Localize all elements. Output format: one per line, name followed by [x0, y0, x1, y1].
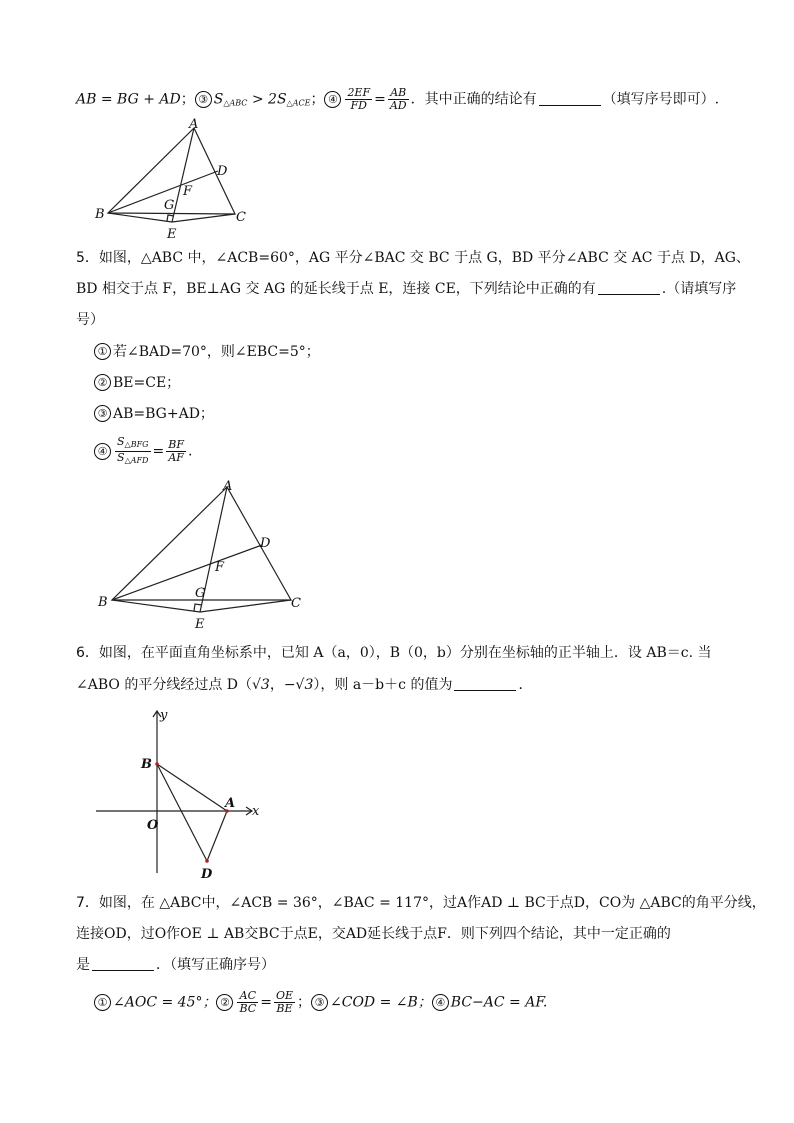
- fraction-ab-ad: $\frac{AB}{AD}$: [389, 86, 407, 112]
- label-g-2: G: [195, 586, 206, 601]
- point-b: [155, 762, 159, 766]
- q7-line-1: 7．如图，在 △ABC中，∠ACB = 36°，∠BAC = 117°，过A作AD ⊥ BC于点D，CO为 △ABC的角平分线，: [76, 895, 766, 911]
- label-f-1: F: [183, 184, 193, 199]
- line-ae-1: [172, 128, 194, 222]
- label-a-2: A: [223, 479, 233, 494]
- circle-3: ③: [195, 91, 212, 108]
- label-f-2: F: [215, 560, 225, 575]
- label-y: y: [160, 708, 168, 723]
- q7-line-3: 是 ．（填写正确序号）: [76, 957, 275, 973]
- neg-sqrt-3: −√3: [283, 677, 314, 693]
- label-b-2: B: [98, 595, 108, 610]
- label-e-1: E: [167, 227, 177, 242]
- label-b-3: B: [141, 757, 152, 772]
- label-d-3: D: [201, 867, 213, 882]
- q5-option-1: ① 若∠BAD=70°，则∠EBC=5°；: [94, 342, 320, 362]
- circle-4: ④: [324, 91, 341, 108]
- fraction-oe-be: $\frac{OE}{BE}$: [275, 989, 293, 1015]
- label-c-2: C: [291, 596, 301, 611]
- line-ce-1: [172, 214, 235, 222]
- q7-line-2: 连接OD，过O作OE ⊥ AB交BC于点E，交AD延长线于点F．则下列四个结论，其中一定正确的: [76, 926, 671, 942]
- segment-ba: [157, 764, 227, 811]
- segment-bd: [157, 764, 207, 861]
- label-a-3: A: [225, 796, 236, 811]
- answer-blank[interactable]: [539, 91, 601, 106]
- fraction-area-ratio: $\frac{S_{\triangle BFG}}{S_{\triangle AFD}}$: [117, 435, 149, 465]
- q5-option-3: ③ AB=BG+AD；: [94, 404, 214, 424]
- bisector-bd-2: [112, 545, 262, 600]
- label-o: O: [147, 818, 159, 833]
- label-b-1: B: [95, 207, 105, 222]
- bisector-bd-1: [108, 171, 218, 213]
- answer-blank[interactable]: [92, 956, 154, 971]
- label-g-1: G: [164, 198, 175, 213]
- q7-options: ① ∠AOC = 45°； ② $\frac{AC}{BC}$ = $\frac{OE}{BE}$ ； ③ ∠COD = ∠B； ④ BC−AC = AF.: [94, 990, 547, 1015]
- q5-option-4: ④ $\frac{S_{\triangle BFG}}{S_{\triangle AFD}}$ = $\frac{BF}{AF}$ .: [94, 436, 192, 467]
- q5-option-2: ② BE=CE；: [94, 373, 180, 393]
- q6-line-1: 6．如图，在平面直角坐标系中，已知 A（a，0），B（0，b）分别在坐标轴的正半轴上．设 AB＝c. 当: [76, 645, 712, 661]
- fraction-2ef-fd: $\frac{2EF}{FD}$: [347, 86, 371, 112]
- answer-blank[interactable]: [454, 676, 516, 691]
- line-ce-2: [200, 600, 291, 612]
- q5-line-2: BD 相交于点 F，BE⊥AG 交 AG 的延长线于点 E，连接 CE，下列结论中正确的有 .（请填写序: [76, 281, 737, 297]
- q5-line-1: 5．如图，△ABC 中，∠ACB=60°，AG 平分∠BAC 交 BC 于点 G，BD 平分∠ABC 交 AC 于点 D，AG、: [76, 250, 750, 266]
- line-be-1: [108, 213, 172, 222]
- label-x: x: [252, 804, 260, 819]
- q5-line-3: 号）: [76, 312, 104, 328]
- answer-blank[interactable]: [598, 280, 660, 295]
- label-e-2: E: [195, 617, 205, 632]
- triangle-figure-2: [90, 475, 310, 635]
- label-d-2: D: [260, 536, 271, 551]
- label-a-1: A: [189, 118, 199, 132]
- coordinate-figure: [90, 705, 280, 885]
- sqrt-3: √3: [252, 677, 270, 693]
- line-be-2: [112, 600, 200, 612]
- label-d-1: D: [217, 164, 228, 179]
- label-c-1: C: [236, 210, 246, 225]
- fraction-ac-bc: $\frac{AC}{BC}$: [239, 989, 257, 1015]
- q4-conclusions-line: AB = BG + AD； ③ $S_{\triangle ABC} > 2S_{\triangle ACE}$； ④ $\frac{2EF}{FD}$ = $\frac{AB}{AD}$ ．其中正确的结论有 （填写序号即可）.: [76, 86, 720, 112]
- q6-line-2: ∠ABO 的平分线经过点 D（√3，−√3），则 a－b＋c 的值为 ．: [76, 677, 533, 693]
- q4-eq1: AB = BG + AD: [76, 91, 181, 108]
- fraction-bf-af: $\frac{BF}{AF}$: [168, 438, 184, 464]
- triangle-figure-1: [90, 118, 260, 243]
- segment-ad: [207, 811, 227, 861]
- point-d: [205, 859, 209, 863]
